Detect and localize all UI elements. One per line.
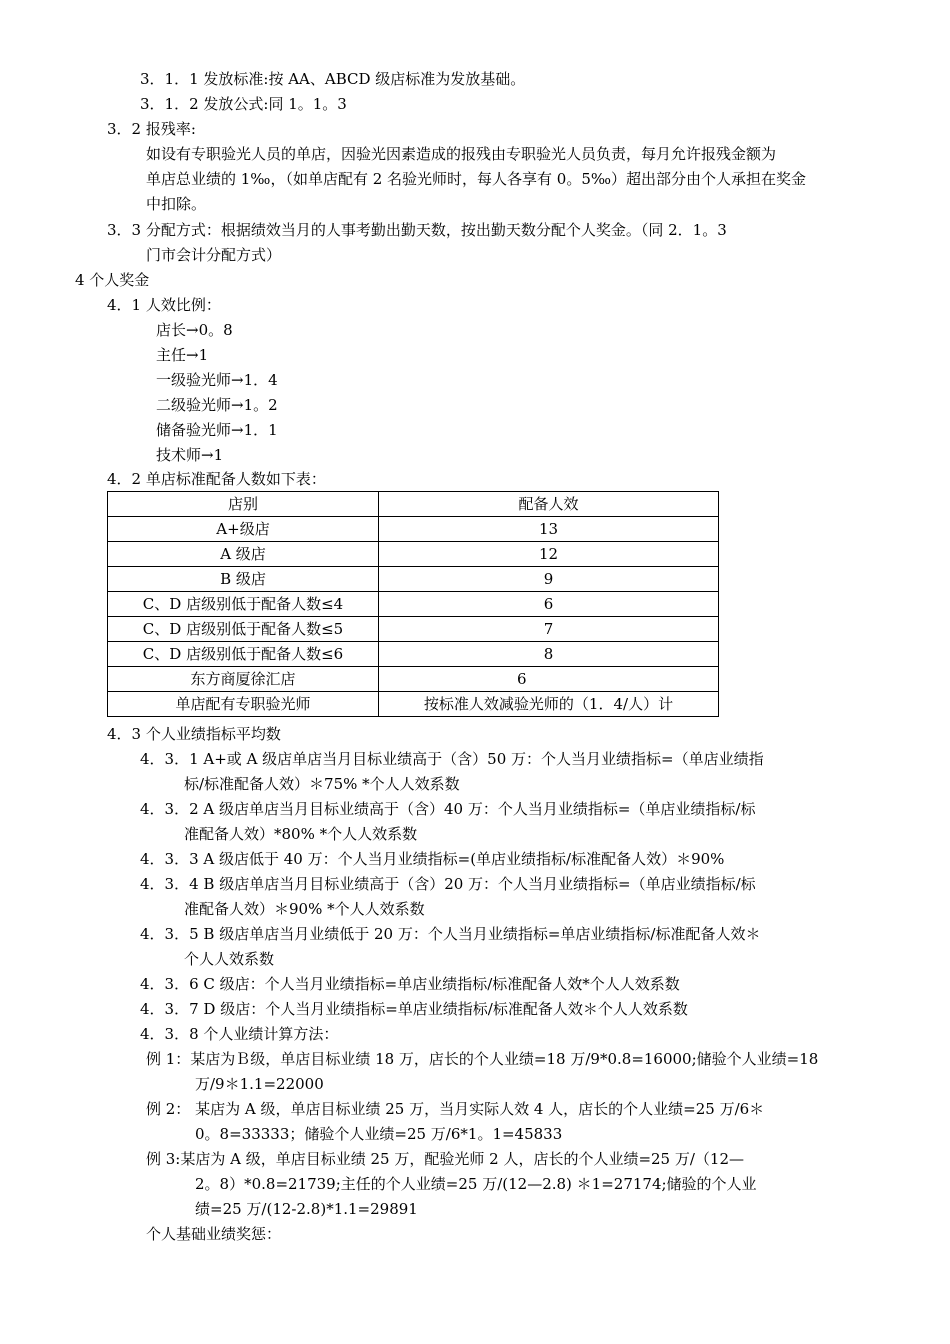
table-row [108,517,719,542]
clause-4-3-2-line1: 4．3．2 A 级店单店当月目标业绩高于（含）40 万：个人当月业绩指标=（单店业绩指标/标 [140,800,756,818]
heading-3-3-line2: 门市会计分配方式） [146,246,282,264]
table-row [108,592,719,617]
ratio-item: 店长→0。8 [156,321,233,339]
clause-4-3-7: 4．3．7 D 级店：个人当月业绩指标=单店业绩指标/标准配备人效＊个人人效系数 [140,1000,688,1018]
table-cell-store-type: 东方商厦徐汇店 [108,667,379,692]
table-cell-staffing: 6 [379,592,719,617]
clause-4-3-4-line2: 准配备人效）＊90% *个人人效系数 [184,900,425,918]
clause-4-3-1-line2: 标/标准配备人效）＊75% *个人人效系数 [184,775,460,793]
clause-4-3-1-line1: 4．3．1 A+或 A 级店单店当月目标业绩高于（含）50 万：个人当月业绩指标=（单店业绩指 [140,750,764,768]
table-cell-staffing: 按标准人效减验光师的（1．4/人）计 [379,692,719,717]
table-cell-staffing: 8 [379,642,719,667]
example-3-line3: 绩=25 万/(12-2.8)*1.1=29891 [195,1200,418,1218]
ratio-item: 二级验光师→1。2 [156,396,278,414]
table-cell-staffing: 12 [379,542,719,567]
ratio-item: 技术师→1 [156,446,224,464]
table-row [108,567,719,592]
ratio-item: 储备验光师→1．1 [156,421,278,439]
clause-4-3-8: 4．3．8 个人业绩计算方法： [140,1025,339,1043]
paragraph-3-2-line3: 中扣除。 [146,195,207,213]
staffing-table [107,491,719,717]
heading-4-3: 4．3 个人业绩指标平均数 [107,725,281,743]
table-cell-store-type: C、D 店级别低于配备人数≤6 [108,642,379,667]
table-cell-staffing: 6 [379,667,719,692]
ratio-item: 一级验光师→1．4 [156,371,278,389]
example-1-line1: 例 1：某店为Ｂ级，单店目标业绩 18 万，店长的个人业绩=18 万/9*0.8=16000;储验个人业绩=18 [146,1050,819,1068]
clause-4-3-4-line1: 4．3．4 B 级店单店当月目标业绩高于（含）20 万：个人当月业绩指标=（单店业绩指标/标 [140,875,756,893]
example-1-line2: 万/9＊1.1=22000 [195,1075,324,1093]
table-header-cell: 店别 [108,492,379,517]
clause-4-3-2-line2: 准配备人效）*80% *个人人效系数 [184,825,418,843]
clause-3-1-1: 3．1．1 发放标准:按 AA、ABCD 级店标准为发放基础。 [140,70,526,88]
table-cell-store-type: B 级店 [108,567,379,592]
table-row [108,667,719,692]
table-cell-store-type: C、D 店级别低于配备人数≤5 [108,617,379,642]
example-3-line1: 例 3:某店为 A 级，单店目标业绩 25 万，配验光师 2 人，店长的个人业绩=25 万/（12— [146,1150,745,1168]
paragraph-3-2-line2: 单店总业绩的 1‰，（如单店配有 2 名验光师时，每人各享有 0。5‰）超出部分由个人承担在奖金 [146,170,807,188]
table-cell-staffing: 13 [379,517,719,542]
table-row [108,692,719,717]
table-cell-staffing: 9 [379,567,719,592]
heading-4-1: 4．1 人效比例： [107,296,221,314]
clause-4-3-3: 4．3．3 A 级店低于 40 万：个人当月业绩指标=(单店业绩指标/标准配备人效）＊90% [140,850,725,868]
heading-3-2: 3．2 报残率: [107,120,196,138]
table-cell-store-type: C、D 店级别低于配备人数≤4 [108,592,379,617]
example-2-line2: 0。8=33333；储验个人业绩=25 万/6*1。1=45833 [195,1125,563,1143]
table-header-row [108,492,719,517]
table-row [108,542,719,567]
table-cell-store-type: A 级店 [108,542,379,567]
clause-3-1-2: 3．1．2 发放公式:同 1。1。3 [140,95,347,113]
table-cell-staffing: 7 [379,617,719,642]
table-cell-store-type: A+级店 [108,517,379,542]
clause-4-3-5-line1: 4．3．5 B 级店单店当月业绩低于 20 万：个人当月业绩指标=单店业绩指标/标准配备人效＊ [140,925,761,943]
heading-4-2: 4．2 单店标准配备人数如下表： [107,470,326,488]
example-2-line1: 例 2： 某店为 A 级，单店目标业绩 25 万，当月实际人效 4 人，店长的个人业绩=25 万/6＊ [146,1100,765,1118]
table-header-cell: 配备人效 [379,492,719,517]
heading-3-3-line1: 3．3 分配方式：根据绩效当月的人事考勤出勤天数，按出勤天数分配个人奖金。（同 2．1。3 [107,221,727,239]
heading-4: 4 个人奖金 [75,271,150,289]
example-3-line2: 2。8）*0.8=21739;主任的个人业绩=25 万/(12—2.8) ＊1=27174;储验的个人业 [195,1175,757,1193]
subheading-reward-penalty: 个人基础业绩奖惩： [146,1225,282,1243]
clause-4-3-6: 4．3．6 C 级店：个人当月业绩指标=单店业绩指标/标准配备人效*个人人效系数 [140,975,680,993]
paragraph-3-2-line1: 如设有专职验光人员的单店，因验光因素造成的报残由专职验光人员负责，每月允许报残金额为 [146,145,777,163]
clause-4-3-5-line2: 个人人效系数 [184,950,275,968]
table-row [108,642,719,667]
ratio-item: 主任→1 [156,346,209,364]
table-row [108,617,719,642]
table-cell-store-type: 单店配有专职验光师 [108,692,379,717]
